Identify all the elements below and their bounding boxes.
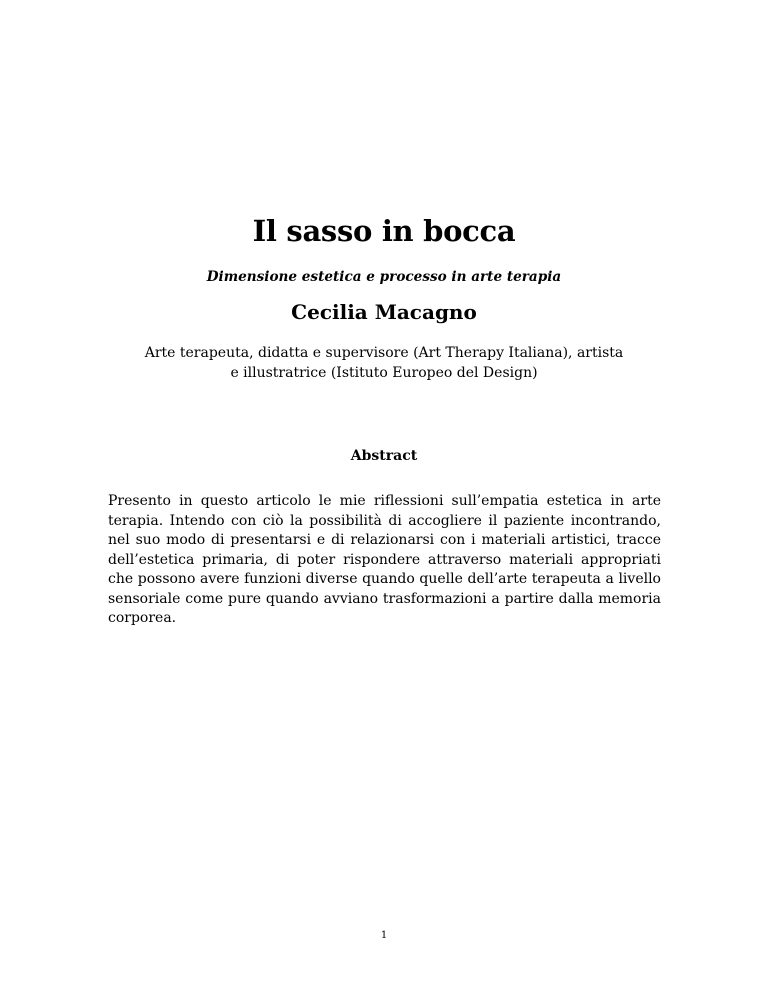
- author-name: Cecilia Macagno: [291, 300, 477, 324]
- document-subtitle: Dimensione estetica e processo in arte terapia: [206, 269, 562, 285]
- author-affiliation: Arte terapeuta, didatta e supervisore (Art Therapy Italiana), artista e illustratrice (Istituto Europeo del Design): [144, 345, 624, 381]
- page-number: 1: [380, 930, 388, 941]
- abstract-body: Presento in questo articolo le mie riflessioni sull’empatia estetica in arte terapia. Intendo con ciò la possibilità di accogliere il paziente incontrando, nel suo modo di presentarsi e di relazionarsi con i materiali artistici, tracce dell’estetica primaria, di poter rispondere attraverso materiali appropriati che possono avere funzioni diverse quando quelle dell’arte terapeuta a livello sensoriale come pure quando avviano trasformazioni a partire dalla memoria corporea.: [108, 493, 661, 626]
- abstract-heading: Abstract: [350, 448, 418, 464]
- document-title: Il sasso in bocca: [252, 214, 516, 248]
